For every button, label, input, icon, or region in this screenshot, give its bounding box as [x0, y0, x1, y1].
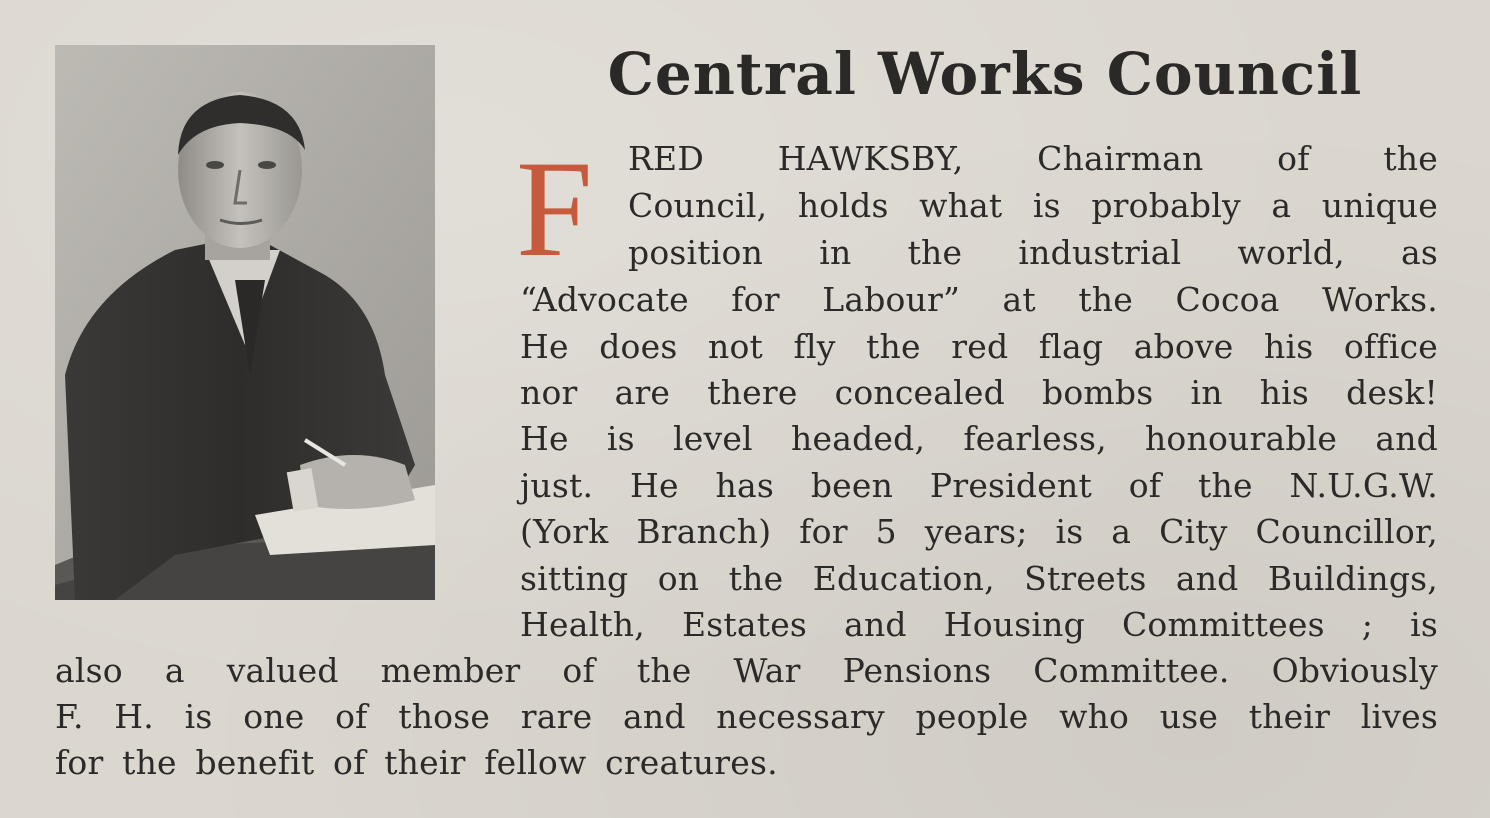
article-title: Central Works Council — [607, 40, 1363, 108]
text-line: “Advocate for Labour” at the Cocoa Works. — [520, 280, 1438, 319]
text-line: He does not fly the red flag above his office — [520, 327, 1438, 366]
text-line: sitting on the Education, Streets and Buildings, — [520, 559, 1438, 598]
text-line: nor are there concealed bombs in his desk! — [520, 373, 1438, 412]
text-line: also a valued member of the War Pensions Committee. Obviously — [55, 651, 1438, 690]
portrait-photo — [55, 45, 435, 600]
text-line: (York Branch) for 5 years; is a City Councillor, — [520, 512, 1438, 551]
text-line: Health, Estates and Housing Committees ; is — [520, 605, 1438, 644]
text-line: position in the industrial world, as — [628, 233, 1438, 272]
drop-cap: F — [516, 132, 593, 285]
text-line: He is level headed, fearless, honourable and — [520, 419, 1438, 458]
text-line: F. H. is one of those rare and necessary people who use their lives — [55, 697, 1438, 736]
text-line: Council, holds what is probably a unique — [628, 186, 1438, 225]
text-line: just. He has been President of the N.U.G.W. — [520, 466, 1438, 505]
text-line: for the benefit of their fellow creatures. — [55, 743, 778, 782]
text-line: RED HAWKSBY, Chairman of the — [628, 139, 1438, 178]
